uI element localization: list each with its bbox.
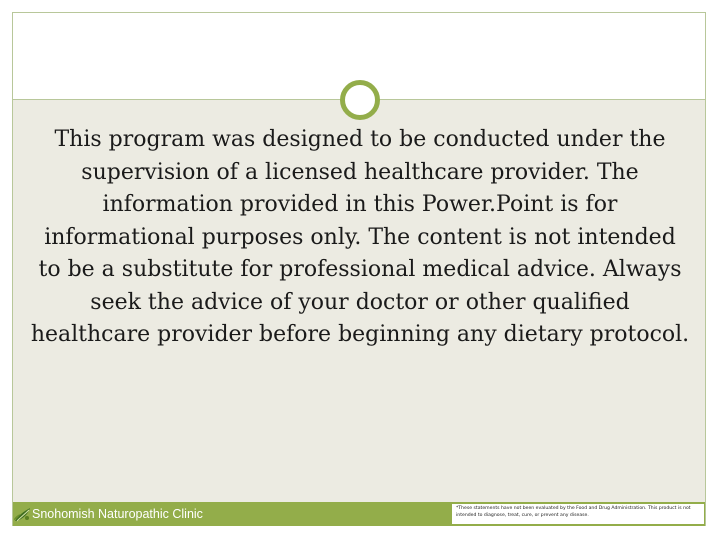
slide-body-text: This program was designed to be conducted under the supervision of a licensed healthcare provider. The information provided in this Power.Point is for informational purposes only. The content is not intended to be a substitute for professional medical advice. Always seek the advice of your doctor or other qualified healthcare provider before beginning any dietary protocol. xyxy=(30,127,690,347)
leaf-logo-icon xyxy=(13,505,33,523)
footer-clinic-name: Snohomish Naturopathic Clinic xyxy=(32,507,203,521)
circle-ornament-icon xyxy=(340,80,380,120)
fda-disclaimer: *These statements have not been evaluated by the Food and Drug Administration. This product is not intended to diagnose, treat, cure, or prevent any disease. xyxy=(451,503,705,525)
slide-footer xyxy=(13,502,705,526)
